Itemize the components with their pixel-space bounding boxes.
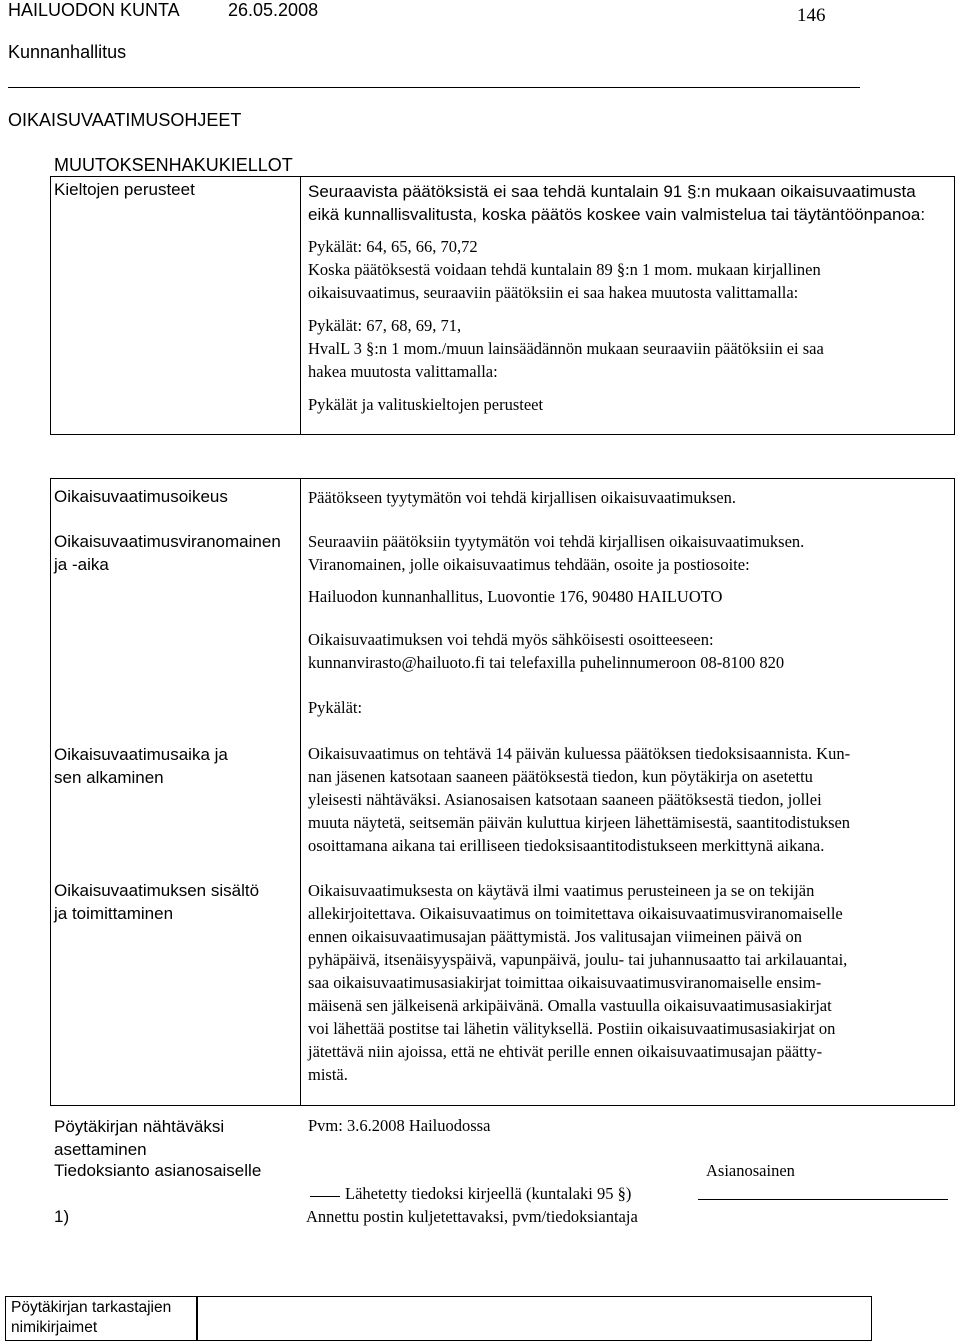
posting-label	[54, 1115, 224, 1161]
meeting-date: 26.05.2008	[228, 0, 319, 20]
text-line: Oikaisuvaatimuksen voi tehdä myös sähköisesti osoitteeseen:	[308, 630, 714, 649]
text-line: muuta näytetä, seitsemän päivän kuluttua kirjeen lähettämisestä, saantitodistuksen	[308, 813, 851, 832]
right-text: Päätökseen tyytymätön voi tehdä kirjallisen oikaisuvaatimuksen.	[308, 488, 736, 507]
authority-label	[54, 530, 281, 576]
text-line: hakea muutosta valittamalla:	[308, 362, 498, 381]
text-line: Koska päätöksestä voidaan tehdä kuntalain 89 §:n 1 mom. mukaan kirjallinen	[308, 260, 821, 279]
prohibitions-label: Kieltojen perusteet	[54, 180, 195, 199]
rectification-paragraph	[308, 258, 821, 304]
municipality-name: HAILUODON KUNTA	[8, 0, 180, 20]
appeal-prohibition-grounds: Pykälät ja valituskieltojen perusteet	[308, 395, 544, 414]
label-line: ja toimittaminen	[54, 904, 174, 923]
pykalat-list-1: Pykälät: 64, 65, 66, 70,72	[308, 237, 478, 256]
label-line: Oikaisuvaatimusaika ja	[54, 745, 228, 764]
prohibitions-divider	[300, 176, 301, 435]
text-line: saa oikaisuvaatimusasiakirjat toimittaa oikaisuvaatimusviranomaiselle ensim-	[308, 973, 822, 992]
text-line: Oikaisuvaatimus on tehtävä 14 päivän kuluessa päätöksen tiedoksisaannista. Kun-	[308, 744, 851, 763]
pykalat-list-2: Pykälät: 67, 68, 69, 71,	[308, 316, 462, 335]
right-label: Oikaisuvaatimusoikeus	[54, 487, 228, 506]
posting-date: Pvm: 3.6.2008 Hailuodossa	[308, 1116, 491, 1135]
appeal-law-paragraph	[308, 337, 824, 383]
text-line: pyhäpäivä, itsenäisyyspäivä, vapunpäivä, joulu- tai juhannusaatto tai arkilauantai,	[308, 950, 848, 969]
text-line: osoittamana aikana tai erilliseen tiedoksisaantitodistukseen merkittynä aikana.	[308, 836, 825, 855]
time-text	[308, 742, 850, 857]
label-line: Oikaisuvaatimuksen sisältö	[54, 881, 260, 900]
electronic-submission	[308, 628, 784, 674]
text-line: Viranomainen, jolle oikaisuvaatimus tehdään, osoite ja postiosoite:	[308, 555, 750, 574]
label-line: Pöytäkirjan nähtäväksi	[54, 1117, 225, 1136]
signature-field[interactable]	[197, 1296, 872, 1341]
text-line: yleisesti nähtäväksi. Asianosaisen katsotaan saaneen päätöksestä tiedon, jollei	[308, 790, 822, 809]
prohibitions-paragraph	[308, 180, 925, 226]
text-line: voi lähettää postitse tai lähetin välityksellä. Postiin oikaisuvaatimusasiakirjat on	[308, 1019, 836, 1038]
label-line: ja -aika	[54, 555, 109, 574]
label-line: nimikirjaimet	[11, 1319, 98, 1336]
footnote-marker: 1)	[54, 1207, 70, 1226]
document-title: OIKAISUVAATIMUSOHJEET	[8, 110, 242, 130]
label-line: Oikaisuvaatimusviranomainen	[54, 532, 281, 551]
sent-by-letter: Lähetetty tiedoksi kirjeellä (kuntalaki 95 §)	[345, 1184, 632, 1203]
issuing-body: Kunnanhallitus	[8, 42, 127, 62]
header-rule	[8, 87, 860, 88]
text-line: allekirjoitettava. Oikaisuvaatimus on toimitettava oikaisuvaatimusviranomaiselle	[308, 904, 843, 923]
section1-heading: MUUTOKSENHAKUKIELLOT	[54, 155, 293, 175]
label-line: asettaminen	[54, 1140, 147, 1159]
time-label	[54, 743, 228, 789]
authority-text	[308, 530, 804, 576]
text-line: Seuraaviin päätöksiin tyytymätön voi tehdä kirjallisen oikaisuvaatimuksen.	[308, 532, 805, 551]
recipient-label: Asianosainen	[706, 1161, 795, 1180]
text-line: mäisenä sen jälkeisenä arkipäivänä. Omalla vastuulla oikaisuvaatimusasiakirjat	[308, 996, 832, 1015]
notice-label: Tiedoksianto asianosaiselle	[54, 1161, 262, 1180]
text-line: ennen oikaisuvaatimusajan päättymistä. Jos valitusajan viimeinen päivä on	[308, 927, 802, 946]
text-line: kunnanvirasto@hailuoto.fi tai telefaxilla puhelinnumeroon 08-8100 820	[308, 653, 785, 672]
text-line: nan jäsenen katsotaan saaneen päätöksestä tiedon, kun pöytäkirja on asetettu	[308, 767, 813, 786]
text-line: oikaisuvaatimus, seuraaviin päätöksiin ei saa hakea muutosta valittamalla:	[308, 283, 799, 302]
label-line: sen alkaminen	[54, 768, 164, 787]
authority-address: Hailuodon kunnanhallitus, Luovontie 176, 90480 HAILUOTO	[308, 587, 723, 606]
label-line: Pöytäkirjan tarkastajien	[11, 1299, 172, 1316]
text-line: eikä kunnallisvalitusta, koska päätös koskee vain valmistelua tai täytäntöönpanoa:	[308, 205, 926, 224]
recipient-signature-line	[698, 1199, 948, 1200]
pykalat-list-3: Pykälät:	[308, 698, 363, 717]
text-line: mistä.	[308, 1065, 348, 1084]
content-text	[308, 879, 847, 1086]
checkbox-line	[310, 1196, 340, 1197]
content-label	[54, 879, 259, 925]
instructions-divider	[300, 478, 301, 1106]
text-line: HvalL 3 §:n 1 mom./muun lainsäädännön mukaan seuraaviin päätöksiin ei saa	[308, 339, 824, 358]
text-line: Seuraavista päätöksistä ei saa tehdä kuntalain 91 §:n mukaan oikaisuvaatimusta	[308, 182, 916, 201]
mailed-date-notifier: Annettu postin kuljetettavaksi, pvm/tiedoksiantaja	[306, 1207, 638, 1226]
text-line: jätettävä niin ajoissa, että ne ehtivät perille ennen oikaisuvaatimusajan päätty-	[308, 1042, 823, 1061]
text-line: Oikaisuvaatimuksesta on käytävä ilmi vaatimus perusteineen ja se on tekijän	[308, 881, 815, 900]
page-number: 146	[797, 5, 826, 26]
signature-label	[11, 1298, 171, 1338]
